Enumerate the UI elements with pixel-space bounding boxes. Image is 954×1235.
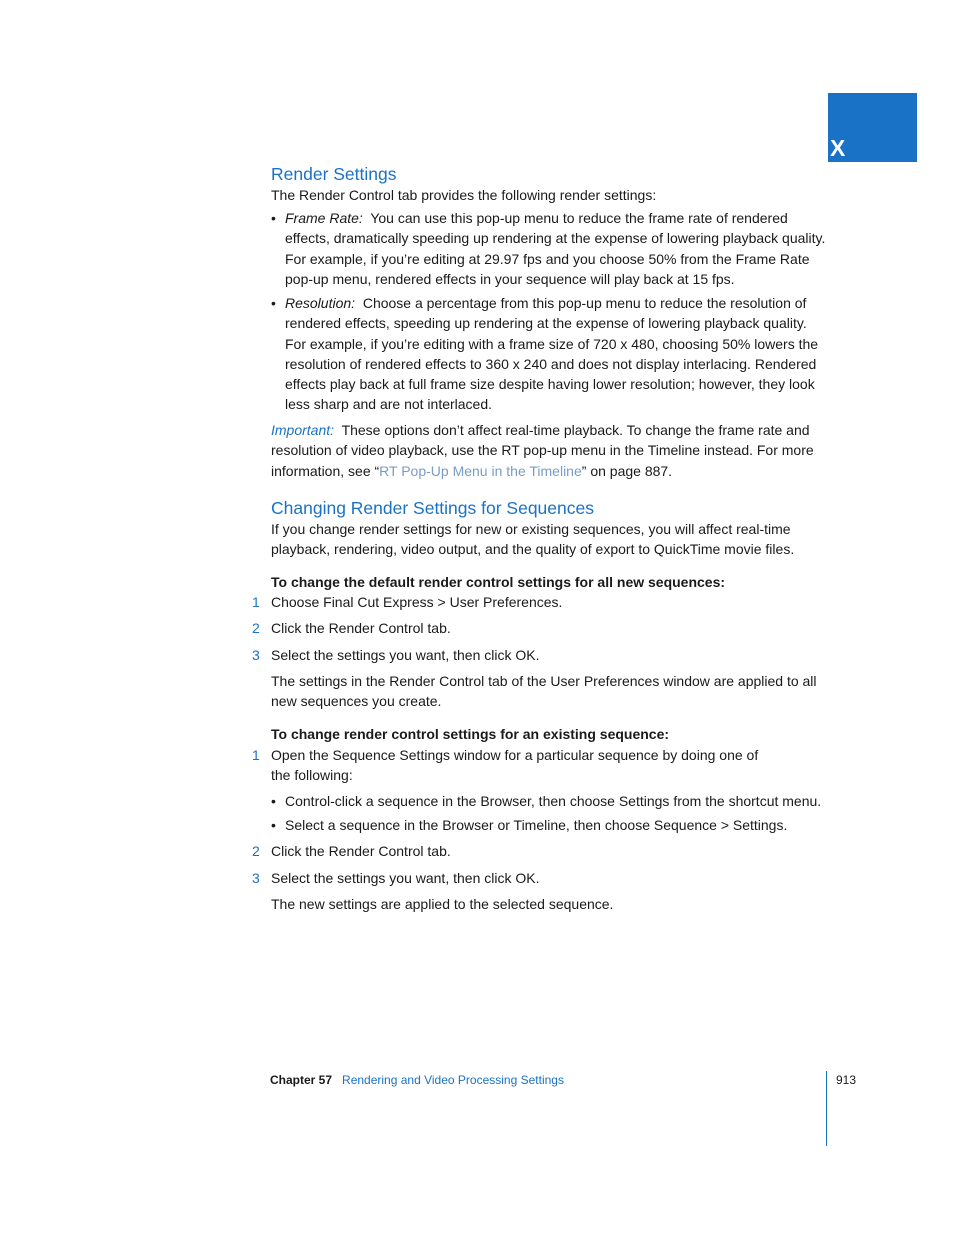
page-number: 913 — [836, 1073, 857, 1087]
task1-step-1 — [252, 592, 827, 612]
step-text: Click the Render Control tab. — [271, 620, 451, 636]
step-number: 1 — [252, 594, 260, 610]
step-number: 2 — [252, 620, 260, 636]
step-text: Open the Sequence Settings window for a particular sequence by doing one of the following: — [271, 747, 759, 784]
substep-text: Select a sequence in the Browser or Timeline, then choose Sequence > Settings. — [285, 817, 788, 833]
bullet-resolution — [271, 293, 827, 415]
substep-bullet-1 — [271, 791, 827, 811]
step-text: Select the settings you want, then click OK. — [271, 647, 540, 663]
task2-step-1 — [252, 745, 781, 786]
task-title-existing-sequence: To change render control settings for an existing sequence: — [271, 726, 670, 742]
bullet-dot: • — [271, 817, 276, 833]
changing-settings-intro: If you change render settings for new or existing sequences, you will affect real-time playback, rendering, video output, and the quality of export to QuickTime movie files. — [271, 521, 795, 558]
task2-step-3 — [252, 868, 827, 888]
chapter-tab — [828, 93, 917, 162]
step-number: 3 — [252, 870, 260, 886]
footer-chapter — [270, 1072, 564, 1088]
task-title-new-sequences: To change the default render control settings for all new sequences: — [271, 574, 726, 590]
important-label: Important: — [271, 422, 335, 438]
bullet-dot: • — [271, 295, 276, 311]
step-number: 1 — [252, 747, 260, 763]
bullet-text: Choose a percentage from this pop-up menu to reduce the resolution of rendered effects, speeding up rendering at the expense of lowering playback quality. For example, if you’re editing with a frame size of 720 x 480, choosing 50% lowers the resolution of rendered effects to 360 x 240 and does not display interlacing. Rendered effects play back at full frame size despite having lower resolution; however, they look less sharp and are not interlaced. — [285, 295, 819, 413]
footer-chapter-title: Rendering and Video Processing Settings — [342, 1073, 564, 1087]
bullet-frame-rate — [271, 208, 827, 289]
section-heading-changing-render-settings: Changing Render Settings for Sequences — [271, 498, 594, 518]
substep-text: Control-click a sequence in the Browser, then choose Settings from the shortcut menu. — [285, 793, 822, 809]
step-text: Click the Render Control tab. — [271, 843, 451, 859]
bullet-text: You can use this pop-up menu to reduce the frame rate of rendered effects, dramatically speeding up rendering at the expense of lowering playback quality. For example, if you’re editing at 29.97 fps and you choose 50% from the Frame Rate pop-up menu, rendered effects in your sequence will play back at 15 fps. — [285, 210, 826, 287]
footer-divider — [826, 1071, 827, 1146]
section-heading-render-settings: Render Settings — [271, 164, 397, 184]
note-text-after: ” on page 887. — [581, 462, 673, 479]
bullet-dot: • — [271, 793, 276, 809]
step-number: 2 — [252, 843, 260, 859]
bullet-dot: • — [271, 210, 276, 226]
task1-result: The settings in the Render Control tab of the User Preferences window are applied to all new sequences you create. — [271, 673, 817, 710]
task2-step-2 — [252, 841, 827, 861]
task2-result: The new settings are applied to the selected sequence. — [271, 896, 614, 912]
note-text-before: These options don’t affect real-time playback. To change the frame rate and resolution of video playback, use the RT pop-up menu in the Timeline instead. For more information, see “ — [271, 422, 814, 479]
chapter-tab-letter: X — [830, 135, 846, 161]
substep-bullet-2 — [271, 815, 827, 835]
term-frame-rate: Frame Rate: — [285, 210, 363, 226]
step-text: Choose Final Cut Express > User Preferences. — [271, 594, 563, 610]
term-resolution: Resolution: — [285, 295, 356, 311]
footer-chapter-label: Chapter 57 — [270, 1073, 333, 1087]
task1-step-2 — [252, 618, 827, 638]
step-text: Select the settings you want, then click OK. — [271, 870, 540, 886]
render-settings-intro: The Render Control tab provides the following render settings: — [271, 187, 657, 203]
important-note — [271, 420, 827, 481]
task1-step-3 — [252, 645, 827, 665]
step-number: 3 — [252, 647, 260, 663]
cross-reference-link[interactable]: RT Pop-Up Menu in the Timeline — [379, 462, 582, 479]
